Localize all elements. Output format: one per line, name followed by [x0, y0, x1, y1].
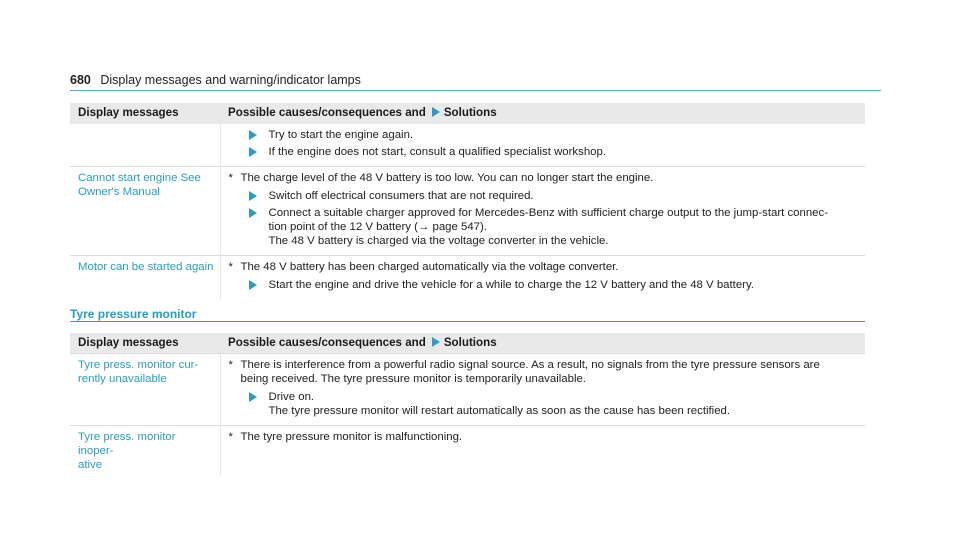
cause-item	[229, 358, 860, 386]
solution-arrow-icon	[249, 130, 257, 140]
column-header-causes	[220, 103, 865, 124]
table-row	[70, 256, 865, 300]
solution-item	[229, 189, 860, 203]
bullet-star: *	[228, 172, 233, 184]
cause-text	[241, 358, 820, 386]
solution-text	[269, 390, 860, 418]
column-header-solutions-text: Solutions	[443, 336, 497, 349]
cause-text: The 48 V battery has been charged automatically via the voltage converter.	[240, 261, 619, 273]
display-message	[70, 354, 220, 426]
cause-text-line: There is interference from a powerful radio signal source. As a result, no signals from the tyre pressure sensors are	[240, 359, 820, 371]
column-header-causes	[220, 333, 865, 354]
solution-item	[229, 390, 860, 418]
solution-arrow-icon	[249, 280, 257, 290]
display-message-line: Tyre press. monitor inoper-	[78, 431, 176, 457]
column-header-messages: Display messages	[70, 103, 220, 124]
page-header	[70, 73, 361, 87]
cause-item	[229, 430, 860, 444]
display-message-line: Tyre press. monitor cur-	[78, 359, 199, 371]
page-number: 680	[70, 73, 91, 87]
table-header-row	[70, 103, 865, 124]
solution-item	[229, 206, 860, 248]
causes-cell	[220, 256, 865, 300]
solution-text-line: The tyre pressure monitor will restart automatically as soon as the cause has been rectified.	[268, 405, 731, 417]
column-header-causes-text: Possible causes/consequences and	[228, 106, 426, 119]
section-divider	[70, 321, 865, 322]
bullet-star: *	[228, 359, 233, 371]
solution-text-line: The 48 V battery is charged via the voltage converter in the vehicle.	[268, 235, 609, 247]
message-cell-empty	[70, 124, 220, 167]
display-messages-table	[70, 103, 865, 299]
table-row	[70, 124, 865, 167]
cause-text-line: being received. The tyre pressure monitor is temporarily unavailable.	[240, 373, 586, 385]
solution-arrow-icon	[432, 107, 440, 117]
tyre-pressure-messages-table	[70, 333, 865, 476]
display-message-line: rently unavailable	[78, 373, 167, 385]
solution-item	[229, 128, 860, 142]
column-header-causes-text: Possible causes/consequences and	[228, 336, 426, 349]
solution-text: Try to start the engine again.	[268, 129, 414, 141]
solution-text: Start the engine and drive the vehicle for a while to charge the 12 V battery and the 48 V battery.	[268, 279, 754, 291]
solution-text-line: Connect a suitable charger approved for Mercedes-Benz with sufficient charge output to the jump-start connec-	[268, 207, 828, 219]
cause-text: The tyre pressure monitor is malfunctioning.	[240, 431, 463, 443]
page-header-title: Display messages and warning/indicator lamps	[100, 73, 361, 87]
column-header-solutions-text: Solutions	[443, 106, 497, 119]
table-header-row	[70, 333, 865, 354]
solution-text	[269, 206, 860, 248]
solution-text-line: Drive on.	[268, 391, 315, 403]
bullet-star: *	[228, 431, 233, 443]
bullet-star: *	[228, 261, 233, 273]
display-message-line: Cannot start engine See	[78, 172, 201, 184]
cause-text: The charge level of the 48 V battery is too low. You can no longer start the engine.	[240, 172, 654, 184]
display-message	[70, 426, 220, 477]
causes-cell	[220, 354, 865, 426]
solution-text: If the engine does not start, consult a qualified specialist workshop.	[268, 146, 606, 158]
table-row	[70, 167, 865, 256]
solution-arrow-icon	[249, 392, 257, 402]
display-message: Motor can be started again	[70, 256, 220, 300]
column-header-messages: Display messages	[70, 333, 220, 354]
display-message-line: Owner's Manual	[78, 186, 160, 198]
display-message	[70, 167, 220, 256]
table-row	[70, 426, 865, 477]
solution-arrow-icon	[432, 337, 440, 347]
solution-arrow-icon	[249, 147, 257, 157]
header-divider	[70, 90, 881, 91]
cause-item	[229, 171, 860, 185]
solution-item	[229, 278, 860, 292]
causes-cell	[220, 426, 865, 477]
causes-cell	[220, 167, 865, 256]
solution-arrow-icon	[249, 191, 257, 201]
solution-arrow-icon	[249, 208, 257, 218]
solution-item	[229, 145, 860, 159]
solution-text: Switch off electrical consumers that are not required.	[268, 190, 534, 202]
section-title: Tyre pressure monitor	[70, 307, 197, 321]
cause-item	[229, 260, 860, 274]
causes-cell	[220, 124, 865, 167]
table-row	[70, 354, 865, 426]
display-message-line: ative	[78, 459, 103, 471]
page-reference-link[interactable]: tion point of the 12 V battery (→ page 547).	[268, 221, 487, 233]
